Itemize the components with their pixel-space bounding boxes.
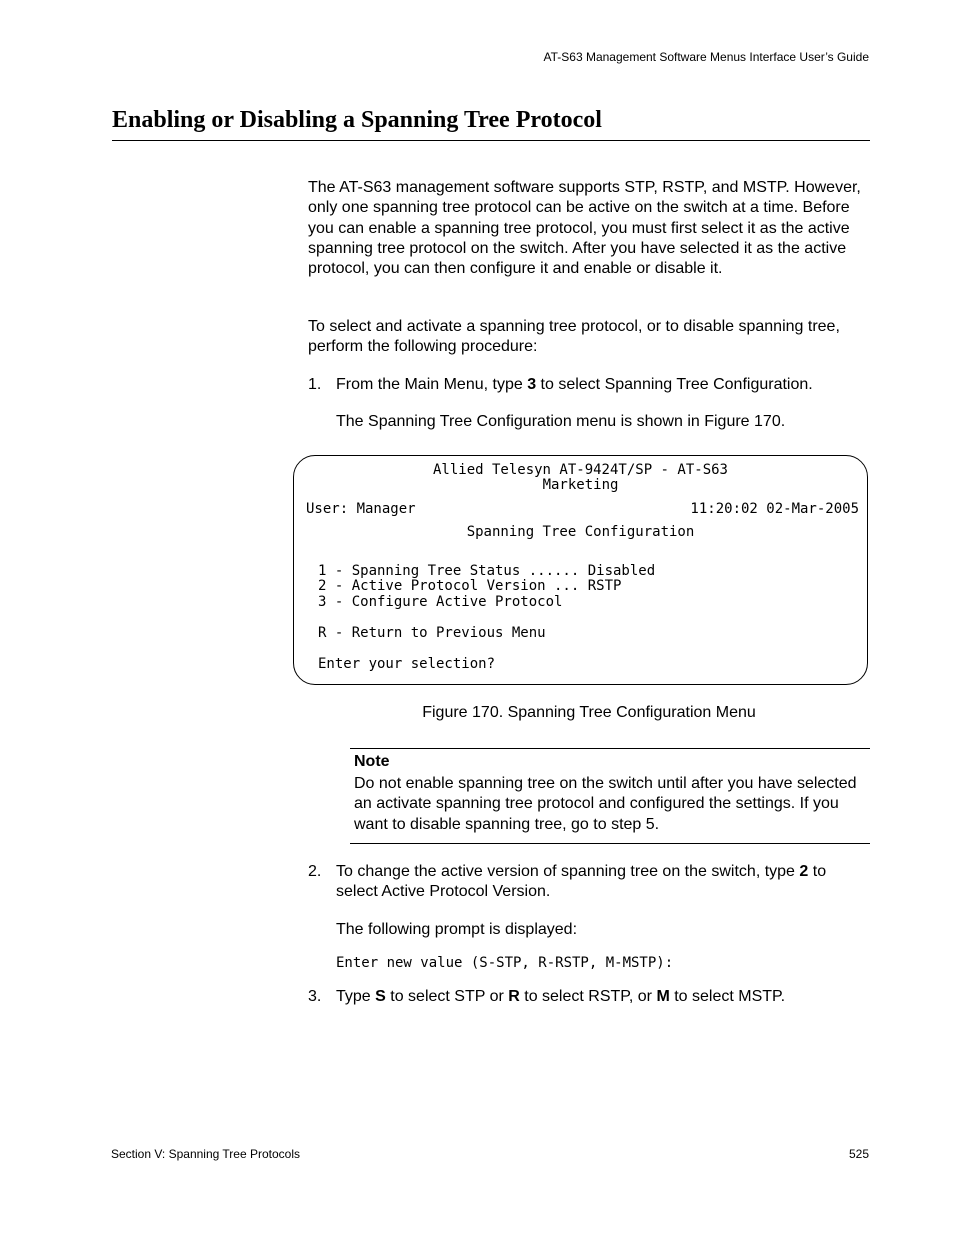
terminal-prompt: Enter your selection?	[318, 656, 496, 672]
step-2-prompt: Enter new value (S-STP, R-RSTP, M-MSTP):	[336, 955, 674, 971]
terminal-location: Marketing	[542, 477, 619, 493]
intro-paragraph-2: To select and activate a spanning tree protocol, or to disable spanning tree, perform the following procedure:	[308, 318, 840, 356]
step-key: M	[656, 988, 670, 1005]
title-rule	[112, 140, 870, 141]
terminal-company-model: Allied Telesyn AT-9424T/SP - AT-S63	[432, 462, 728, 478]
terminal-menu-item-2: 2 - Active Protocol Version ... RSTP	[318, 578, 622, 594]
step-text-part: to select Spanning Tree Configuration.	[536, 376, 813, 393]
step-text-part: To change the active version of spanning tree on the switch, type	[336, 863, 800, 880]
note-box	[350, 748, 870, 844]
note-heading: Note	[354, 753, 390, 770]
terminal-menu-item-3: 3 - Configure Active Protocol	[318, 594, 563, 610]
step-1-followup: The Spanning Tree Configuration menu is shown in Figure 170.	[336, 413, 786, 430]
step-2	[308, 862, 870, 903]
section-title: Enabling or Disabling a Spanning Tree Protocol	[112, 107, 602, 133]
step-text	[336, 987, 870, 1007]
step-text-part: From the Main Menu, type	[336, 376, 528, 393]
step-text	[336, 862, 870, 903]
terminal-screen	[293, 455, 868, 685]
step-key: R	[508, 988, 520, 1005]
running-header: AT-S63 Management Software Menus Interface User’s Guide	[543, 50, 869, 64]
footer-section: Section V: Spanning Tree Protocols	[111, 1147, 300, 1161]
step-number: 1.	[308, 376, 322, 393]
terminal-menu-item-1: 1 - Spanning Tree Status ...... Disabled	[318, 563, 656, 579]
step-number: 3.	[308, 988, 322, 1005]
terminal-return-item: R - Return to Previous Menu	[318, 625, 546, 641]
step-key: 3	[527, 376, 537, 393]
terminal-datetime: 11:20:02 02-Mar-2005	[690, 501, 859, 517]
page-number: 525	[848, 1147, 869, 1161]
step-key: 2	[799, 863, 809, 880]
step-text	[336, 375, 870, 395]
step-text-part: to select MSTP.	[669, 988, 786, 1005]
terminal-menu-title: Spanning Tree Configuration	[466, 524, 695, 540]
step-2-followup: The following prompt is displayed:	[336, 921, 578, 938]
step-text-part: to select RSTP, or	[519, 988, 657, 1005]
step-text-part: Type	[336, 988, 376, 1005]
step-1	[308, 375, 870, 395]
figure-caption: Figure 170. Spanning Tree Configuration Menu	[422, 704, 756, 721]
step-3	[308, 987, 870, 1007]
step-text-part: to select Active Protocol Version.	[336, 863, 827, 901]
terminal-user: User: Manager	[306, 501, 416, 517]
note-body: Do not enable spanning tree on the switch until after you have selected an activate spanning tree protocol and configured the settings. If you want to disable spanning tree, go to step 5.	[354, 775, 857, 833]
step-key: S	[375, 988, 386, 1005]
step-number: 2.	[308, 863, 322, 880]
intro-paragraph-1: The AT-S63 management software supports STP, RSTP, and MSTP. However, only one spanning tree protocol can be active on the switch at a time. Before you can enable a spanning tree protocol, you must first select it as the active spanning tree protocol on the switch. After you have selected it as the active protocol, you can then configure it and enable or disable it.	[308, 179, 861, 278]
step-text-part: to select STP or	[385, 988, 509, 1005]
